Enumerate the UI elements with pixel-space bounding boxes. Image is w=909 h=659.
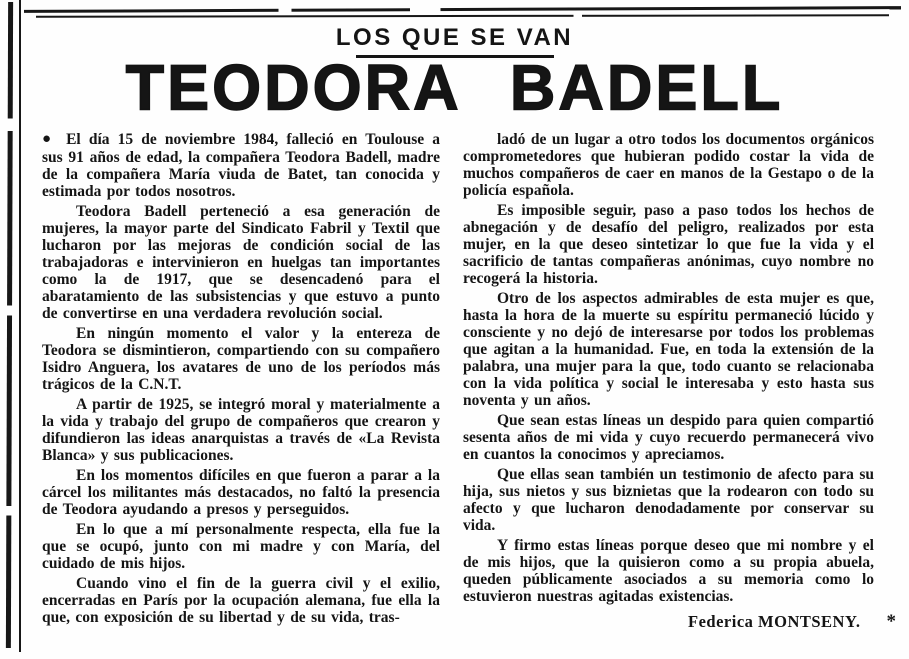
- article-title: TEODORA BADELL: [125, 52, 784, 124]
- paragraph: Y firmo estas líneas porque deseo que mi nombre y el de mis hijos, que la quisieron como a su propia abuela, queden públicamente asociados a su memoria como lo estuvieron nuestras agitadas existencias.: [463, 537, 874, 605]
- top-border-line-inner: [36, 14, 889, 17]
- paragraph: En ningún momento el valor y la entereza de Teodora se dismintieron, compartiendo con su compañero Isidro Anguera, los avatares de uno de los períodos más trágicos de la C.N.T.: [42, 325, 440, 393]
- kicker-text: LOS QUE SE VAN: [335, 24, 574, 51]
- right-column: [463, 131, 896, 633]
- paragraph: ladó de un lugar a otro todos los documentos orgánicos comprometedores que hubieran podido costar la vida de muchos compañeros de caer en manos de la Gestapo o de la policía española.: [463, 131, 874, 199]
- left-column: [42, 131, 440, 633]
- paragraph: Que sean estas líneas un despido para quien compartió sesenta años de mi vida y cuyo recuerdo permanecerá vivo en cuantos la conocimos y apreciamos.: [463, 412, 874, 463]
- paragraph: Que ellas sean también un testimonio de afecto para su hija, sus nietos y sus biznietas que la rodearon con todo su afecto y que lucharon denodadamente por conservar su vida.: [463, 466, 874, 534]
- paragraph: En los momentos difíciles en que fueron a parar a la cárcel los militantes más destacados, no faltó la presencia de Teodora ayudando a presos y perseguidos.: [42, 467, 440, 518]
- footnote-asterisk: *: [886, 611, 896, 632]
- paragraph-obituary-lead: [42, 131, 440, 200]
- paragraph: Teodora Badell perteneció a esa generación de mujeres, la mayor parte del Sindicato Fabril y Textil que lucharon por las mejoras de condición social de las trabajadoras e intervinieron en huelgas tan importantes como la de 1917, que se desencadenó para el abaratamiento de las subsistencias y que estuvo a punto de convertirse en una verdadera revolución social.: [42, 203, 440, 322]
- article-body: [42, 131, 896, 633]
- paragraph: Otro de los aspectos admirables de esta mujer es que, hasta la hora de la muerte su espíritu permaneció lúcido y consciente y no dejó de interesarse por todos los problemas que agitan a la humanidad. Fue, en toda la extensión de la palabra, una mujer para la que, todo cuanto se relacionaba con la vida política y social le interesaba y esto hasta sus noventa y un años.: [463, 290, 874, 409]
- paragraph-text: El día 15 de noviembre 1984, falleció en Toulouse a sus 91 años de edad, la compañera Teodora Badell, madre de la compañera María viuda de Batet, tan conocida y estimada por todos nosotros.: [42, 131, 440, 200]
- top-border-line-outer: [24, 6, 901, 13]
- bullet-marker: ●: [42, 131, 52, 147]
- paragraph: Es imposible seguir, paso a paso todos los hechos de abnegación y de desafío del peligro, realizados por esta mujer, en la que deseo sintetizar lo que fue la vida y el sacrificio de tantas compañeras anónimas, cuyo nombre no recogerá la historia.: [463, 202, 874, 287]
- paragraph: En lo que a mí personalmente respecta, ella fue la que se ocupó, junto con mi madre y con María, del cuidado de mis hijos.: [42, 521, 440, 572]
- paragraph: A partir de 1925, se integró moral y materialmente a la vida y trabajo del grupo de compañeros que crearon y difundieron las ideas anarquistas a través de «La Revista Blanca» y sus publicaciones.: [42, 396, 440, 464]
- paragraph: Cuando vino el fin de la guerra civil y el exilio, encerradas en París por la ocupación alemana, fue ella la que, con exposición de su libertad y de su vida, tras-: [42, 575, 440, 626]
- author-signature: Federica MONTSENY.: [688, 612, 861, 631]
- signature-row: [463, 611, 896, 633]
